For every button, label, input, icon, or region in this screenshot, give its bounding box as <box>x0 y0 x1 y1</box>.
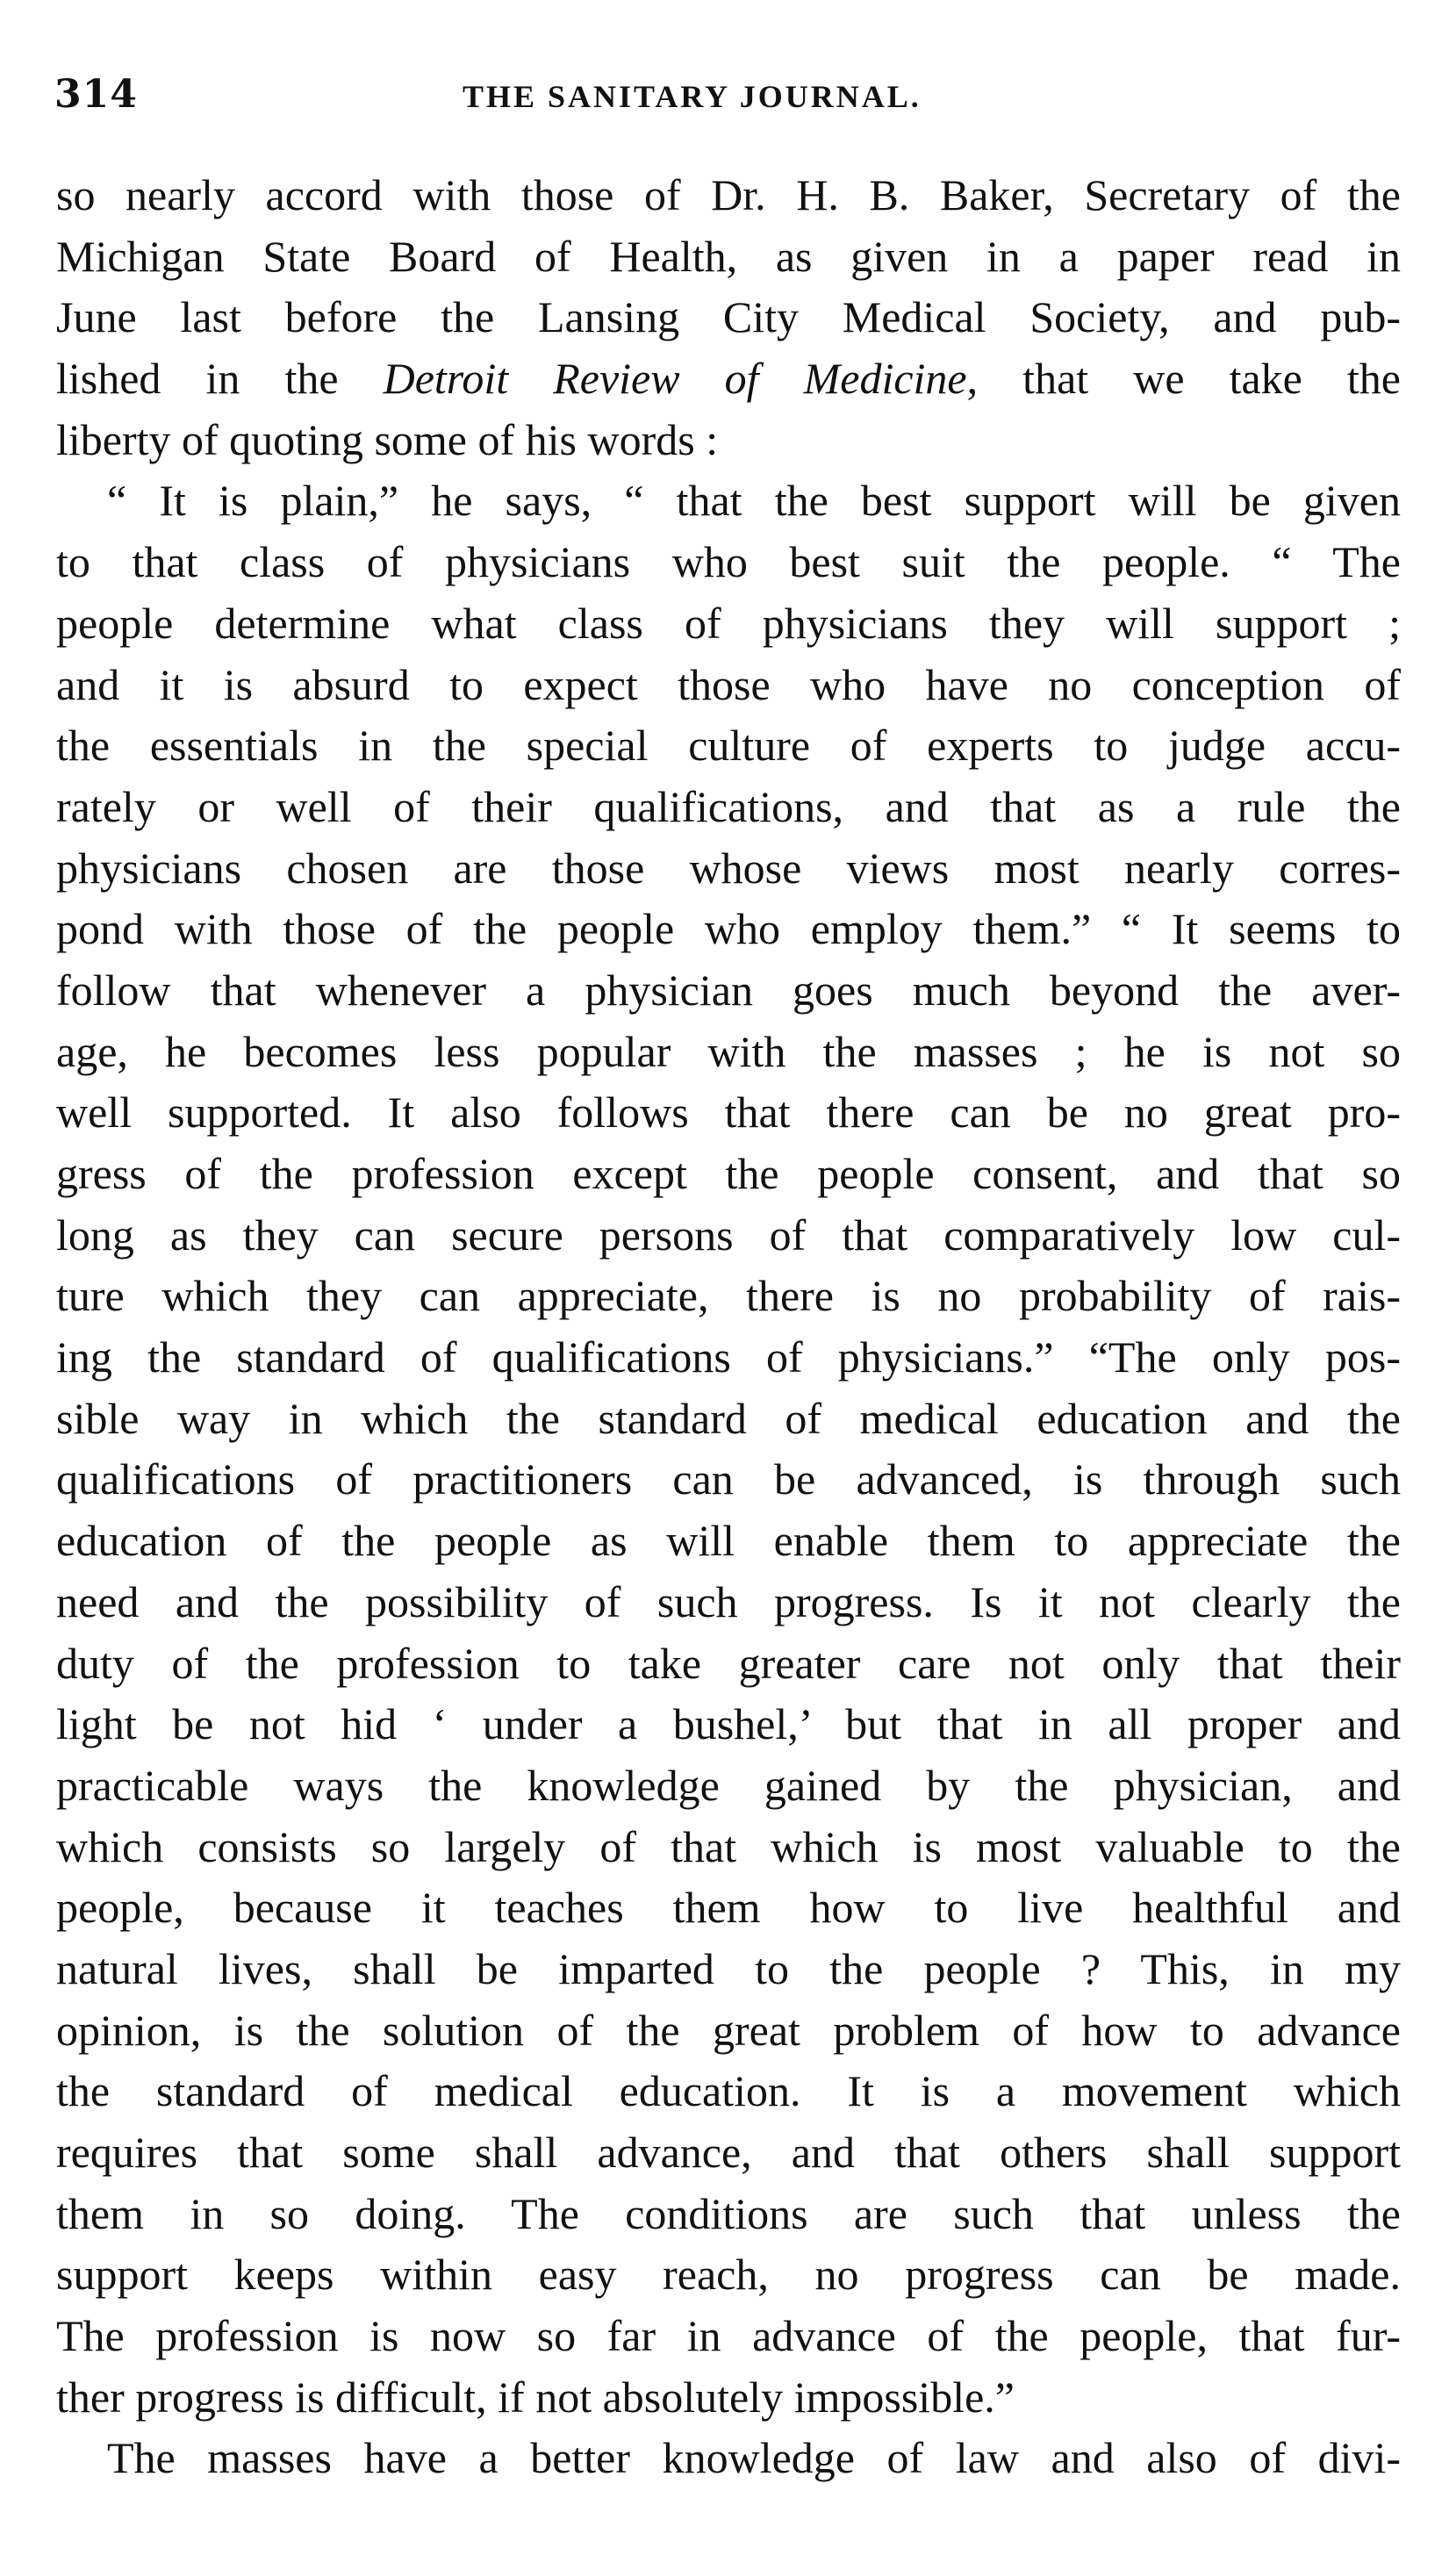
text-segment: lished in the <box>56 354 384 404</box>
text-line: pond with those of the people who employ them.” “ It seems to <box>56 904 1401 954</box>
text-line: sible way in which the standard of medical education and the <box>56 1393 1401 1443</box>
text-line: ther progress is difficult, if not absolutely impossible.” <box>56 2372 1015 2422</box>
text-line: opinion, is the solution of the great problem of how to advance <box>56 2005 1401 2055</box>
text-line: follow that whenever a physician goes much beyond the aver- <box>56 965 1401 1015</box>
text-line: ing the standard of qualifications of physicians.” “The only pos- <box>56 1332 1401 1382</box>
text-line: duty of the profession to take greater care not only that their <box>56 1638 1401 1688</box>
text-line <box>56 348 1401 410</box>
text-line: light be not hid ‘ under a bushel,’ but that in all proper and <box>56 1699 1401 1749</box>
running-head <box>54 68 1406 130</box>
text-line: to that class of physicians who best suit the people. “ The <box>56 537 1401 587</box>
text-line: and it is absurd to expect those who have no conception of <box>56 659 1401 709</box>
text-line: education of the people as will enable them to appreciate the <box>56 1516 1401 1566</box>
text-line: June last before the Lansing City Medical Society, and pub- <box>56 292 1401 342</box>
text-line: which consists so largely of that which is most valuable to the <box>56 1821 1401 1871</box>
text-line: physicians chosen are those whose views most nearly corres- <box>56 843 1401 893</box>
journal-title: THE SANITARY JOURNAL. <box>463 79 922 114</box>
text-line: so nearly accord with those of Dr. H. B. Baker, Secretary of the <box>56 170 1401 219</box>
text-line: age, he becomes less popular with the masses ; he is not so <box>56 1026 1401 1076</box>
text-line: people, because it teaches them how to live healthful and <box>56 1883 1401 1933</box>
text-line: long as they can secure persons of that comparatively low cul- <box>56 1210 1401 1260</box>
text-line: The masses have a better knowledge of law and also of divi- <box>107 2433 1401 2483</box>
text-line: support keeps within easy reach, no progress can be made. <box>56 2250 1401 2300</box>
text-segment: , that we take the <box>966 354 1401 404</box>
text-line: well supported. It also follows that there can be no great pro- <box>56 1088 1401 1138</box>
text-line: natural lives, shall be imparted to the people ? This, in my <box>56 1943 1401 1993</box>
text-line: practicable ways the knowledge gained by the physician, and <box>56 1760 1401 1810</box>
text-line: people determine what class of physicians they will support ; <box>56 598 1401 648</box>
text-line: need and the possibility of such progress. Is it not clearly the <box>56 1576 1401 1626</box>
text-line: gress of the profession except the people consent, and that so <box>56 1149 1401 1198</box>
body-text <box>56 165 1401 2489</box>
text-line: the essentials in the special culture of experts to judge accu- <box>56 721 1401 771</box>
text-line: liberty of quoting some of his words : <box>56 414 719 464</box>
text-line: “ It is plain,” he says, “ that the best support will be given <box>107 476 1401 526</box>
text-line: The profession is now so far in advance of the people, that fur- <box>56 2311 1401 2361</box>
text-line: the standard of medical education. It is a movement which <box>56 2066 1401 2116</box>
text-line: them in so doing. The conditions are such that unless the <box>56 2188 1401 2238</box>
text-line: qualifications of practitioners can be advanced, is through such <box>56 1454 1401 1504</box>
page-number: 314 <box>54 72 138 117</box>
text-line: ture which they can appreciate, there is no probability of rais- <box>56 1271 1401 1321</box>
journal-reference: Detroit Review of Medicine <box>383 354 967 404</box>
text-line: rately or well of their qualifications, and that as a rule the <box>56 781 1401 831</box>
text-line: requires that some shall advance, and that others shall support <box>56 2128 1401 2177</box>
text-line: Michigan State Board of Health, as given in a paper read in <box>56 231 1401 281</box>
